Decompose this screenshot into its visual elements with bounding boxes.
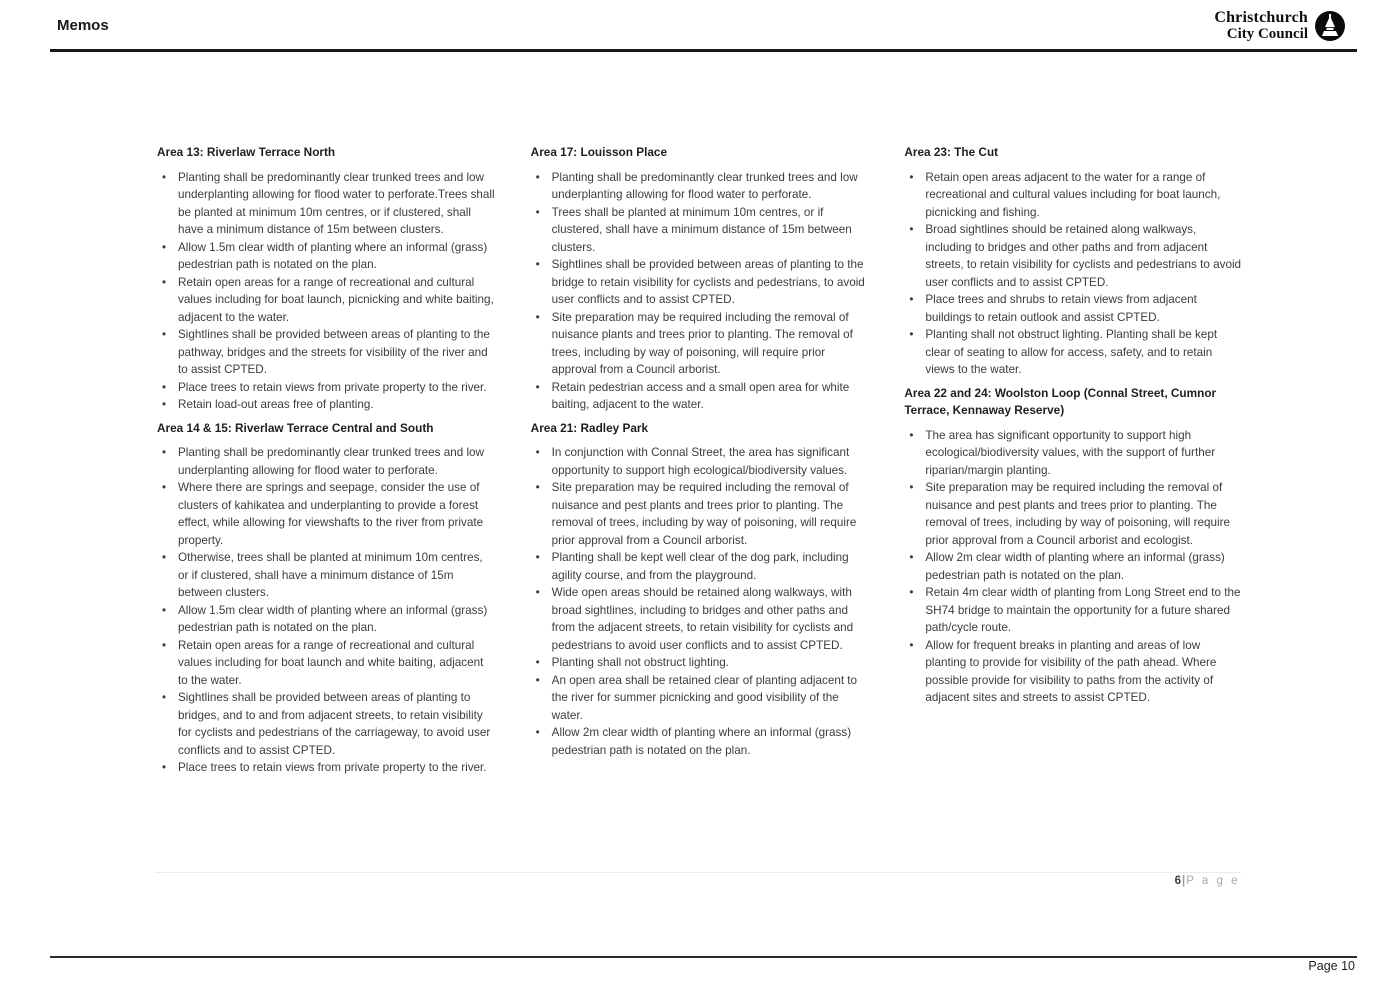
- bullet-item: • Site preparation may be required including the removal of nuisance and pest plants and trees prior to planting. The removal of trees, including by way of poisoning, will require prior approval from a Council arborist.: [531, 479, 869, 549]
- bullet-item: • Site preparation may be required including the removal of nuisance plants and trees prior to planting. The removal of trees, including by way of poisoning, will require prior approval from a Council arborist.: [531, 309, 869, 379]
- bottom-page-label: Page 10: [1308, 959, 1355, 973]
- christchurch-city-council-logo: [1214, 10, 1346, 43]
- bullet-item: • Place trees and shrubs to retain views from adjacent buildings to retain outlook and assist CPTED.: [904, 291, 1242, 326]
- bullet-item: • Retain 4m clear width of planting from Long Street end to the SH74 bridge to maintain the opportunity for a future shared path/cycle route.: [904, 584, 1242, 637]
- bullet-item: • Planting shall be predominantly clear trunked trees and low underplanting allowing for flood water to perforate.: [157, 444, 495, 479]
- bullet-item: • An open area shall be retained clear of planting adjacent to the river for summer picnicking and good visibility of the water.: [531, 672, 869, 725]
- bullet-item: • Allow for frequent breaks in planting and areas of low planting to provide for visibility of the path ahead. Where possible provide for visibility to paths from the activity of adjacent sites and streets to assist CPTED.: [904, 637, 1242, 707]
- bullet-item: • Retain open areas adjacent to the water for a range of recreational and cultural values including for boat launch, picnicking and fishing.: [904, 169, 1242, 222]
- bullet-list: [157, 169, 495, 414]
- cathedral-icon: [1314, 10, 1346, 42]
- page-number: 6: [1174, 875, 1182, 887]
- bullet-item: • Place trees to retain views from private property to the river.: [157, 379, 495, 397]
- bullet-list: [531, 444, 869, 759]
- column-1: [157, 144, 495, 777]
- bullet-item: • Place trees to retain views from private property to the river.: [157, 759, 495, 777]
- bullet-item: • Sightlines shall be provided between areas of planting to the bridge to retain visibility for cyclists and pedestrians, to avoid user conflicts and to assist CPTED.: [531, 256, 869, 309]
- logo-text: [1214, 10, 1308, 43]
- page-title: Memos: [57, 17, 109, 34]
- bullet-item: • Wide open areas should be retained along walkways, with broad sightlines, including to bridges and other paths and from the adjacent streets, to retain visibility for cyclists and pedestrians to avoid user conflicts and to assist CPTED.: [531, 584, 869, 654]
- bullet-item: • Allow 1.5m clear width of planting where an informal (grass) pedestrian path is notated on the plan.: [157, 239, 495, 274]
- bullet-item: • Allow 2m clear width of planting where an informal (grass) pedestrian path is notated on the plan.: [531, 724, 869, 759]
- bullet-item: • Retain open areas for a range of recreational and cultural values including for boat launch, picnicking and white baiting, adjacent to the water.: [157, 274, 495, 327]
- bullet-item: • Trees shall be planted at minimum 10m centres, or if clustered, shall have a minimum distance of 15m between clusters.: [531, 204, 869, 257]
- section-heading: Area 21: Radley Park: [530, 420, 649, 435]
- page-number-footer: [157, 875, 1240, 887]
- bullet-item: • Retain load-out areas free of planting.: [157, 396, 495, 414]
- section-heading: Area 17: Louisson Place: [530, 145, 668, 159]
- bullet-list: [904, 427, 1242, 707]
- bullet-item: • Retain pedestrian access and a small open area for white baiting, adjacent to the water.: [531, 379, 869, 414]
- header-divider: [50, 49, 1357, 52]
- logo-line2: City Council: [1226, 25, 1308, 42]
- page-word: P a g e: [1186, 875, 1240, 887]
- logo-line1: Christchurch: [1214, 9, 1308, 26]
- bullet-item: • Planting shall be predominantly clear trunked trees and low underplanting allowing for flood water to perforate.Trees shall be planted at minimum 10m centres, or if clustered, shall have a minimum distance of 15m between clusters.: [157, 169, 495, 239]
- column-2: [531, 144, 869, 777]
- bullet-list: [904, 169, 1242, 379]
- bullet-item: • Otherwise, trees shall be planted at minimum 10m centres, or if clustered, shall have a minimum distance of 15m between clusters.: [157, 549, 495, 602]
- document-body: [157, 144, 1242, 777]
- section-heading: Area 13: Riverlaw Terrace North: [157, 145, 336, 159]
- bullet-list: [531, 169, 869, 414]
- bullet-item: • Where there are springs and seepage, consider the use of clusters of kahikatea and underplanting to provide a forest effect, while allowing for viewshafts to the river from private property.: [157, 479, 495, 549]
- footer-divider: [155, 872, 1241, 873]
- bullet-item: • Planting shall not obstruct lighting. Planting shall be kept clear of seating to allow for access, safety, and to retain views to the water.: [904, 326, 1242, 379]
- bullet-item: • Planting shall not obstruct lighting.: [531, 654, 869, 672]
- column-3: [904, 144, 1242, 777]
- bullet-item: • The area has significant opportunity to support high ecological/biodiversity values, with the support of further riparian/margin planting.: [904, 427, 1242, 480]
- section-heading: Area 23: The Cut: [904, 145, 999, 159]
- bullet-item: • Allow 2m clear width of planting where an informal (grass) pedestrian path is notated on the plan.: [904, 549, 1242, 584]
- section-heading: Area 14 & 15: Riverlaw Terrace Central and South: [157, 420, 434, 435]
- bullet-item: • Allow 1.5m clear width of planting where an informal (grass) pedestrian path is notated on the plan.: [157, 602, 495, 637]
- bullet-item: • Broad sightlines should be retained along walkways, including to bridges and other paths and from adjacent streets, to retain visibility for cyclists and pedestrians to avoid user conflicts and to assist CPTED.: [904, 221, 1242, 291]
- bullet-item: • Sightlines shall be provided between areas of planting to the pathway, bridges and the streets for visibility of the river and to assist CPTED.: [157, 326, 495, 379]
- bullet-item: • In conjunction with Connal Street, the area has significant opportunity to support high ecological/biodiversity values.: [531, 444, 869, 479]
- bullet-item: • Sightlines shall be provided between areas of planting to bridges, and to and from adjacent streets, to retain visibility for cyclists and pedestrians of the carriageway, to avoid user conflicts and to assist CPTED.: [157, 689, 495, 759]
- bullet-item: • Retain open areas for a range of recreational and cultural values including for boat launch and white baiting, adjacent to the water.: [157, 637, 495, 690]
- page-number-separator: |: [1182, 875, 1186, 887]
- bullet-item: • Site preparation may be required including the removal of nuisance and pest plants and trees prior to planting. The removal of trees, including by way of poisoning, will require prior approval from a Council arborist and ecologist.: [904, 479, 1242, 549]
- bullet-item: • Planting shall be kept well clear of the dog park, including agility course, and from the playground.: [531, 549, 869, 584]
- bottom-divider: [50, 956, 1357, 958]
- bullet-list: [157, 444, 495, 777]
- section-heading: Area 22 and 24: Woolston Loop (Connal Street, Cumnor Terrace, Kennaway Reserve): [904, 385, 1217, 417]
- bullet-item: • Planting shall be predominantly clear trunked trees and low underplanting allowing for flood water to perforate.: [531, 169, 869, 204]
